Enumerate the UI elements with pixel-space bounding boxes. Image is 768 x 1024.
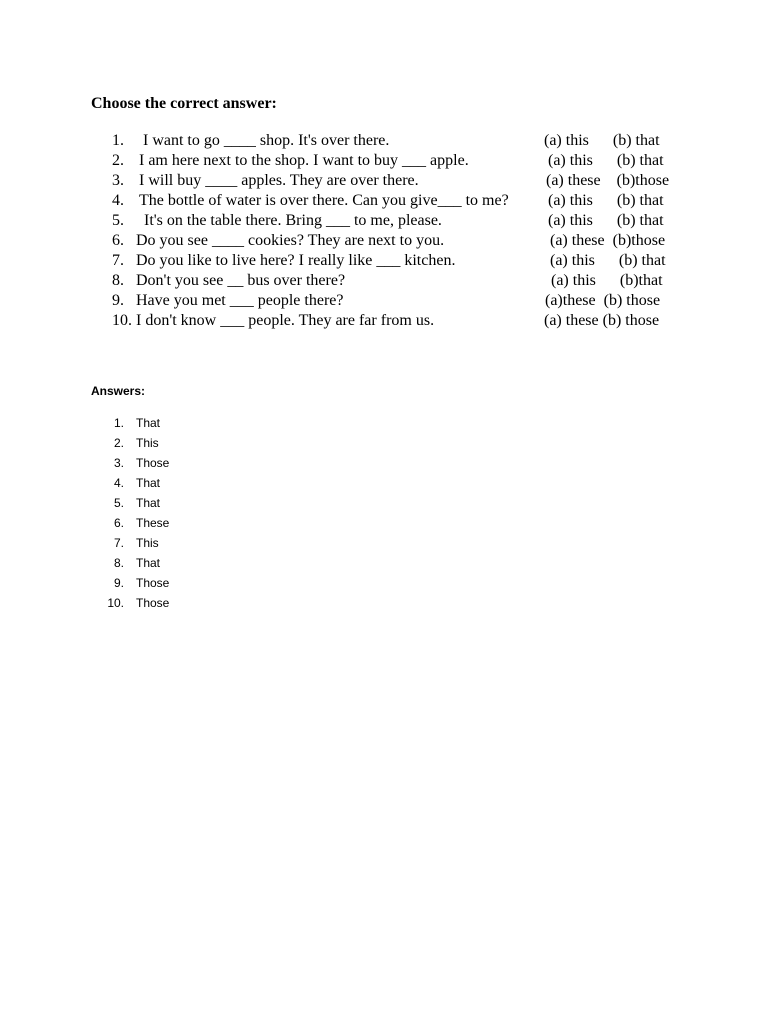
question-text: I will buy ____ apples. They are over there. bbox=[139, 172, 419, 189]
question-text: The bottle of water is over there. Can you give___ to me? bbox=[139, 192, 509, 209]
answer-text: That bbox=[136, 556, 161, 570]
question-number: 6. bbox=[112, 232, 124, 249]
question-item bbox=[0, 131, 768, 151]
answer-item bbox=[0, 514, 768, 534]
question-text: Do you see ____ cookies? They are next to you. bbox=[136, 232, 445, 249]
answer-item bbox=[0, 454, 768, 474]
answer-text: That bbox=[136, 416, 161, 430]
answer-text: Those bbox=[136, 576, 170, 590]
question-options: (a) this (b) that bbox=[548, 192, 664, 209]
answer-number: 2. bbox=[113, 436, 124, 450]
answer-text: Those bbox=[136, 596, 170, 610]
answer-number: 10. bbox=[107, 596, 124, 610]
question-options: (a) this (b) that bbox=[544, 132, 660, 149]
worksheet-heading: Choose the correct answer: bbox=[91, 95, 277, 112]
question-item bbox=[0, 231, 768, 251]
question-item bbox=[0, 191, 768, 211]
question-number: 4. bbox=[112, 192, 124, 209]
answer-list bbox=[0, 414, 768, 614]
answer-item bbox=[0, 554, 768, 574]
question-number: 9. bbox=[112, 292, 124, 309]
answer-text: This bbox=[136, 436, 159, 450]
question-item bbox=[0, 291, 768, 311]
question-text: Have you met ___ people there? bbox=[136, 292, 344, 309]
answer-text: That bbox=[136, 496, 161, 510]
question-text: Don't you see __ bus over there? bbox=[136, 272, 346, 289]
answer-item bbox=[0, 474, 768, 494]
question-options: (a) this (b)that bbox=[551, 272, 663, 289]
answer-number: 5. bbox=[113, 496, 124, 510]
question-number: 1. bbox=[112, 132, 124, 149]
question-number: 8. bbox=[112, 272, 124, 289]
question-item bbox=[0, 211, 768, 231]
question-options: (a)these (b) those bbox=[545, 292, 661, 309]
answer-text: Those bbox=[136, 456, 170, 470]
answer-number: 8. bbox=[113, 556, 124, 570]
question-options: (a) these (b) those bbox=[544, 312, 660, 329]
question-options: (a) these (b)those bbox=[546, 172, 670, 189]
answer-text: That bbox=[136, 476, 161, 490]
question-options: (a) this (b) that bbox=[548, 212, 664, 229]
question-options: (a) these (b)those bbox=[550, 232, 666, 249]
question-number: 10. bbox=[112, 312, 132, 329]
question-number: 2. bbox=[112, 152, 124, 169]
question-text: I am here next to the shop. I want to buy ___ apple. bbox=[139, 152, 469, 169]
answer-item bbox=[0, 534, 768, 554]
question-text: Do you like to live here? I really like ___ kitchen. bbox=[136, 252, 456, 269]
question-item bbox=[0, 271, 768, 291]
answer-number: 9. bbox=[113, 576, 124, 590]
answer-number: 6. bbox=[113, 516, 124, 530]
question-item bbox=[0, 311, 768, 331]
answer-number: 3. bbox=[113, 456, 124, 470]
question-item bbox=[0, 251, 768, 271]
answers-heading: Answers: bbox=[91, 384, 146, 398]
question-list bbox=[0, 131, 768, 331]
question-text: I want to go ____ shop. It's over there. bbox=[143, 132, 390, 149]
answer-number: 7. bbox=[113, 536, 124, 550]
answer-text: These bbox=[136, 516, 170, 530]
question-options: (a) this (b) that bbox=[550, 252, 666, 269]
answer-text: This bbox=[136, 536, 159, 550]
answer-item bbox=[0, 434, 768, 454]
answer-item bbox=[0, 594, 768, 614]
question-item bbox=[0, 151, 768, 171]
question-number: 7. bbox=[112, 252, 124, 269]
question-text: I don't know ___ people. They are far from us. bbox=[136, 312, 435, 329]
question-number: 3. bbox=[112, 172, 124, 189]
answer-number: 4. bbox=[113, 476, 124, 490]
question-item bbox=[0, 171, 768, 191]
answer-item bbox=[0, 414, 768, 434]
question-text: It's on the table there. Bring ___ to me, please. bbox=[144, 212, 442, 229]
question-options: (a) this (b) that bbox=[548, 152, 664, 169]
answer-number: 1. bbox=[113, 416, 124, 430]
answer-item bbox=[0, 574, 768, 594]
answer-item bbox=[0, 494, 768, 514]
question-number: 5. bbox=[112, 212, 124, 229]
